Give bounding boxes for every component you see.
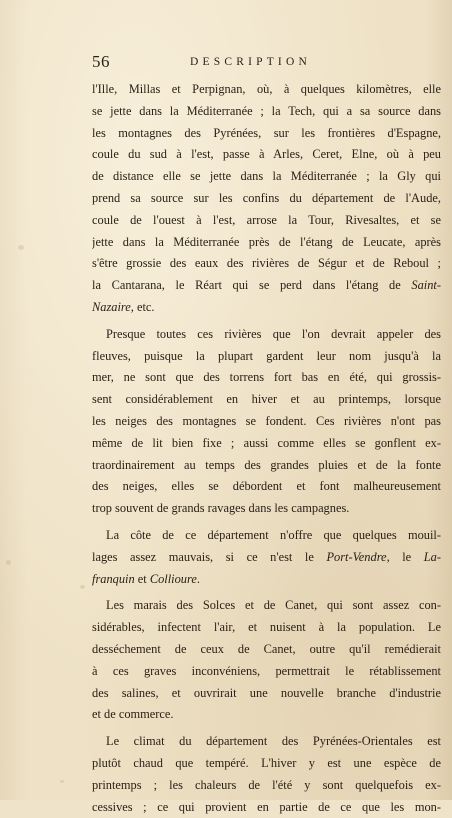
- text-segment: sidérables, infectent l'air, et nuisent à la population. Le: [92, 620, 441, 634]
- text-segment: plutôt chaud que tempéré. L'hiver y est une espèce de: [92, 756, 441, 770]
- text-line: [92, 455, 441, 477]
- text-segment: même de lit bien fixe ; aussi comme elles se gonflent ex-: [92, 436, 441, 450]
- text-segment: Presque toutes ces rivières que l'on devrait appeler des: [106, 327, 441, 341]
- text-line: [92, 525, 441, 547]
- text-line: [92, 498, 441, 520]
- text-line: [92, 775, 441, 797]
- text-segment: prend sa source sur les confins du département de l'Aude,: [92, 191, 441, 205]
- text-line: [92, 253, 441, 275]
- text-line: [92, 123, 441, 145]
- italic-text: franquin: [92, 572, 135, 586]
- text-segment: les neiges des montagnes se fondent. Ces rivières n'ont pas: [92, 414, 441, 428]
- text-line: [92, 411, 441, 433]
- text-line: [92, 297, 441, 319]
- paragraph: [92, 595, 441, 726]
- paragraph: [92, 324, 441, 520]
- text-line: [92, 367, 441, 389]
- text-segment: les montagnes des Pyrénées, sur les frontières d'Espagne,: [92, 126, 441, 140]
- text-segment: lages assez mauvais, si ce n'est le: [92, 550, 326, 564]
- text-line: [92, 232, 441, 254]
- text-line: [92, 324, 441, 346]
- text-segment: coule de l'ouest à l'est, arrose la Tour, Rivesaltes, et se: [92, 213, 441, 227]
- text-line: [92, 389, 441, 411]
- text-segment: la Cantarana, le Réart qui se perd dans l'étang de: [92, 278, 411, 292]
- text-segment: et de commerce.: [92, 707, 174, 721]
- text-segment: , etc.: [131, 300, 155, 314]
- italic-text: Saint-: [411, 278, 441, 292]
- text-segment: printemps ; les chaleurs de l'été y sont quelquefois ex-: [92, 778, 441, 792]
- text-segment: coule du sud à l'est, passe à Arles, Ceret, Elne, où à peu: [92, 147, 441, 161]
- text-segment: Le climat du département des Pyrénées-Orientales est: [106, 734, 441, 748]
- paragraph: [92, 79, 441, 319]
- text-segment: s'être grossie des eaux des rivières de Ségur et de Reboul ;: [92, 256, 441, 270]
- italic-text: Nazaire: [92, 300, 131, 314]
- text-segment: de distance elle se jette dans la Méditerranée ; la Gly qui: [92, 169, 441, 183]
- text-line: [92, 683, 441, 705]
- text-segment: traordinairement au temps des grandes pluies et de la fonte: [92, 458, 441, 472]
- text-line: [92, 617, 441, 639]
- text-segment: Les marais des Solces et de Canet, qui sont assez con-: [106, 598, 441, 612]
- text-segment: cessives ; ce qui provient en partie de ce que les mon-: [92, 800, 441, 814]
- paragraph: [92, 525, 441, 590]
- text-line: [92, 433, 441, 455]
- text-segment: mer, ne sont que des torrens fort bas en été, qui grossis-: [92, 370, 441, 384]
- text-line: [92, 639, 441, 661]
- text-segment: et: [135, 572, 150, 586]
- text-segment: l'Ille, Millas et Perpignan, où, à quelques kilomètres, elle: [92, 82, 441, 96]
- text-segment: sent considérablement en hiver et au printemps, lorsque: [92, 392, 441, 406]
- text-line: [92, 731, 441, 753]
- text-line: [92, 661, 441, 683]
- foxing-spot: [60, 780, 64, 783]
- text-segment: des salines, et ouvrirait une nouvelle branche d'industrie: [92, 686, 441, 700]
- text-segment: fleuves, puisque la plupart gardent leur nom jusqu'à la: [92, 349, 441, 363]
- text-segment: La côte de ce département n'offre que quelques mouil-: [106, 528, 441, 542]
- text-line: [92, 210, 441, 232]
- text-line: [92, 704, 441, 726]
- text-line: [92, 346, 441, 368]
- text-line: [92, 753, 441, 775]
- text-line: [92, 166, 441, 188]
- page-header: [92, 52, 452, 74]
- foxing-spot: [18, 245, 24, 250]
- foxing-spot: [80, 585, 85, 589]
- text-line: [92, 188, 441, 210]
- text-line: [92, 569, 441, 591]
- italic-text: Port-Vendre: [326, 550, 386, 564]
- text-line: [92, 101, 441, 123]
- text-segment: .: [197, 572, 200, 586]
- text-line: [92, 547, 441, 569]
- text-segment: desséchement de ceux de Canet, outre qu'il remédierait: [92, 642, 441, 656]
- page-number: 56: [92, 52, 110, 72]
- text-line: [92, 595, 441, 617]
- text-line: [92, 144, 441, 166]
- text-segment: , le: [387, 550, 424, 564]
- text-segment: à ces graves inconvéniens, permettrait le rétablissement: [92, 664, 441, 678]
- text-segment: jette dans la Méditerranée près de l'étang de Leucate, après: [92, 235, 441, 249]
- italic-text: La-: [424, 550, 441, 564]
- foxing-spot: [6, 560, 11, 565]
- text-segment: des neiges, elles se débordent et font malheureusement: [92, 479, 441, 493]
- text-segment: trop souvent de grands ravages dans les campagnes.: [92, 501, 349, 515]
- text-line: [92, 476, 441, 498]
- running-head: DESCRIPTION: [190, 56, 311, 68]
- text-line: [92, 79, 441, 101]
- paragraph: [92, 731, 441, 818]
- text-line: [92, 275, 441, 297]
- text-segment: se jette dans la Méditerranée ; la Tech, qui a sa source dans: [92, 104, 441, 118]
- body-text: [92, 79, 441, 818]
- italic-text: Collioure: [150, 572, 197, 586]
